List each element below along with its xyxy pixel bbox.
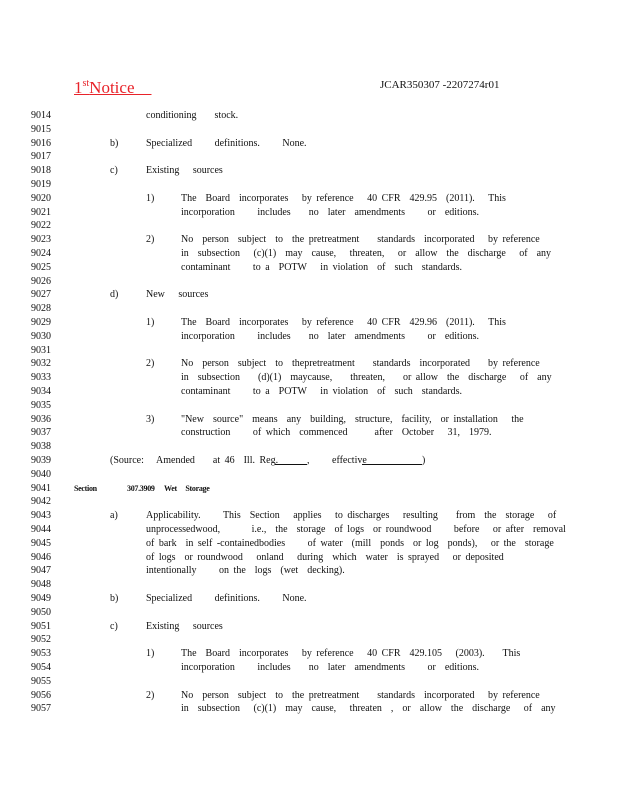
line-9027: [0, 288, 618, 302]
line-number: 9025: [31, 261, 51, 273]
line-number: 9019: [31, 179, 51, 190]
section-label: Section: [74, 483, 97, 493]
line-9032: [0, 357, 618, 371]
line-text: No person subject to the pretreatment standards incorporated by reference: [181, 234, 540, 246]
line-text: Existing sources: [146, 165, 223, 177]
line-text: incorporation includes no later amendments or editions.: [181, 330, 479, 342]
line-number: 9049: [31, 593, 51, 604]
line-9048: [0, 578, 618, 592]
line-9028: [0, 302, 618, 316]
line-number: 9017: [31, 151, 51, 163]
line-9035: [0, 399, 618, 413]
line-9045: [0, 537, 618, 551]
line-number: 9037: [31, 427, 51, 439]
line-text: Amended at 46 Ill. Reg.: [156, 455, 279, 466]
line-number: 9040: [31, 468, 51, 480]
line-text: incorporation includes no later amendments or editions.: [181, 206, 479, 218]
line-9054: [0, 661, 618, 675]
line-text: Existing sources: [146, 620, 223, 632]
item-label: 2): [146, 689, 155, 701]
item-label: 2): [146, 234, 155, 246]
line-text: New sources: [146, 289, 209, 301]
item-label: 2): [146, 358, 155, 370]
line-9040: [0, 468, 618, 482]
item-label: c): [110, 165, 118, 177]
line-number: 9050: [31, 606, 51, 618]
line-number: 9043: [31, 510, 51, 522]
line-number: 9014: [31, 110, 51, 121]
line-text: Applicability. This Section applies to discharges resulting from the storage of: [146, 510, 557, 522]
item-label: 1): [146, 648, 155, 660]
line-text: Specialized definitions. None.: [146, 137, 307, 149]
notice-heading: [74, 74, 152, 98]
line-9053: [0, 647, 618, 661]
line-text: conditioning stock.: [146, 110, 239, 121]
line-text: contaminant to a POTW in violation of such standards.: [181, 261, 463, 273]
line-9043: [0, 509, 618, 523]
line-9026: [0, 275, 618, 289]
item-label: 3): [146, 413, 155, 425]
line-text: Specialized definitions. None.: [146, 593, 307, 604]
line-9031: [0, 344, 618, 358]
line-9023: [0, 233, 618, 247]
line-9046: [0, 551, 618, 565]
line-text: contaminant to a POTW in violation of such standards.: [181, 386, 463, 397]
line-number: 9051: [31, 620, 51, 632]
item-label: (Source:: [110, 455, 144, 466]
line-9025: [0, 261, 618, 275]
line-number: 9047: [31, 565, 51, 577]
item-label: d): [110, 289, 119, 301]
line-text: construction of which commenced after October 31, 1979.: [181, 427, 492, 439]
line-9016: [0, 137, 618, 151]
line-number: 9046: [31, 551, 51, 563]
line-number: 9036: [31, 413, 51, 425]
line-number: 9054: [31, 662, 51, 673]
line-number: 9034: [31, 386, 51, 397]
line-text: of bark in self -containedbodies of water (mill ponds or log ponds), or the storage: [146, 537, 554, 549]
item-label: 1): [146, 317, 155, 328]
line-9049: [0, 592, 618, 606]
effective-date-blank: [362, 454, 422, 465]
item-label: a): [110, 510, 118, 522]
line-9034: [0, 385, 618, 399]
line-9055: [0, 675, 618, 689]
line-number: 9026: [31, 275, 51, 287]
line-9024: [0, 247, 618, 261]
line-text: No person subject to thepretreatment standards incorporated by reference: [181, 358, 540, 370]
page-header: [0, 74, 618, 97]
line-9052: [0, 633, 618, 647]
line-number: 9015: [31, 123, 51, 135]
line-9033: [0, 371, 618, 385]
line-9042: [0, 495, 618, 509]
line-text: intentionally on the logs (wet decking).: [146, 565, 345, 577]
line-9029: [0, 316, 618, 330]
line-9036: [0, 413, 618, 427]
line-9050: [0, 606, 618, 620]
line-text: The Board incorporates by reference 40 CFR 429.95 (2011). This: [181, 192, 506, 204]
line-9014: [0, 109, 618, 123]
line-number: 9041: [31, 482, 51, 494]
item-label: b): [110, 593, 119, 604]
notice-superscript: st: [82, 78, 90, 89]
line-text: The Board incorporates by reference 40 CFR 429.105 (2003). This: [181, 648, 521, 660]
line-number: 9020: [31, 192, 51, 204]
register-blank: [275, 454, 307, 465]
line-9030: [0, 330, 618, 344]
line-number: 9024: [31, 248, 51, 259]
line-number: 9039: [31, 455, 51, 466]
line-number: 9053: [31, 648, 51, 660]
line-number: 9028: [31, 303, 51, 315]
line-text: unprocessedwood, i.e., the storage of logs or roundwood before or after removal: [146, 524, 566, 535]
line-9020: [0, 192, 618, 206]
line-text: in subsection (c)(1) may cause, threaten , or allow the discharge of any: [181, 703, 556, 715]
line-number: 9044: [31, 524, 51, 535]
line-9037: [0, 426, 618, 440]
line-text: No person subject to the pretreatment standards incorporated by reference: [181, 689, 540, 701]
line-number: 9033: [31, 372, 51, 384]
line-9051: [0, 620, 618, 634]
line-number: 9042: [31, 496, 51, 508]
line-9038: [0, 440, 618, 454]
line-number: 9018: [31, 165, 51, 177]
effective-label: , effective: [307, 455, 367, 466]
line-text: of logs or roundwood onland during which water is sprayed or deposited: [146, 551, 504, 563]
line-text: The Board incorporates by reference 40 CFR 429.96 (2011). This: [181, 317, 506, 328]
line-9018: [0, 164, 618, 178]
notice-word: Notice: [89, 78, 135, 97]
line-text: in subsection (d)(1) maycause, threaten, or allow the discharge of any: [181, 372, 552, 384]
line-number: 9056: [31, 689, 51, 701]
line-number: 9048: [31, 579, 51, 591]
source-close: ): [422, 455, 426, 466]
line-text: incorporation includes no later amendments or editions.: [181, 662, 479, 673]
section-number: 307.3909: [127, 483, 155, 493]
line-number: 9057: [31, 703, 51, 715]
line-9019: [0, 178, 618, 192]
line-number: 9022: [31, 220, 51, 232]
line-number: 9052: [31, 634, 51, 646]
line-text: "New source" means any building, structure, facility, or installation the: [181, 413, 524, 425]
jcar-code: JCAR350307 -2207274r01: [380, 79, 500, 91]
line-number: 9030: [31, 330, 51, 342]
line-9047: [0, 564, 618, 578]
line-number: 9045: [31, 537, 51, 549]
line-9017: [0, 150, 618, 164]
line-9021: [0, 206, 618, 220]
line-number: 9031: [31, 344, 51, 356]
line-9041: [0, 482, 618, 496]
line-number: 9016: [31, 137, 51, 149]
line-9056: [0, 689, 618, 703]
line-9015: [0, 123, 618, 137]
line-number: 9029: [31, 317, 51, 328]
line-number: 9023: [31, 234, 51, 246]
line-number: 9027: [31, 289, 51, 301]
line-number: 9055: [31, 675, 51, 687]
item-label: c): [110, 620, 118, 632]
line-number: 9035: [31, 399, 51, 411]
notice-number: 1: [74, 78, 83, 97]
item-label: 1): [146, 192, 155, 204]
line-9022: [0, 219, 618, 233]
line-text: in subsection (c)(1) may cause, threaten, or allow the discharge of any: [181, 248, 552, 259]
line-9039: [0, 454, 618, 468]
section-title: Wet Storage: [164, 483, 210, 493]
line-number: 9038: [31, 441, 51, 453]
line-9044: [0, 523, 618, 537]
line-number: 9032: [31, 358, 51, 370]
line-number: 9021: [31, 206, 51, 218]
line-9057: [0, 702, 618, 716]
item-label: b): [110, 137, 119, 149]
